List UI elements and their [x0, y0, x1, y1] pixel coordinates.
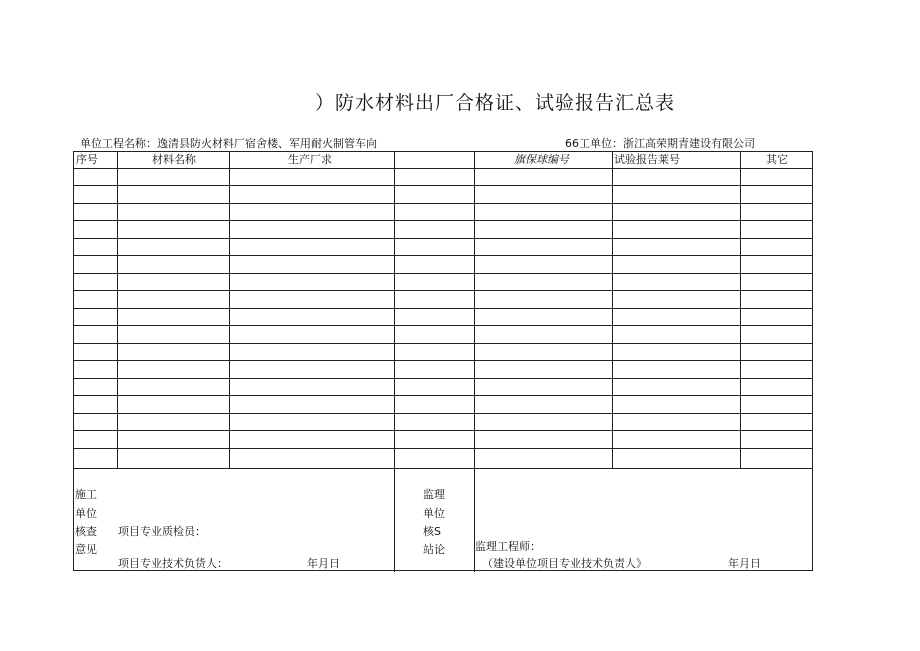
column-divider: [394, 152, 395, 572]
column-divider: [117, 152, 118, 468]
column-divider: [474, 152, 475, 572]
quality-inspector-label: 项目专业质检员：: [118, 525, 206, 538]
row-divider: [74, 168, 812, 169]
header-report-number: 试验报告莱号: [614, 153, 680, 166]
owner-tech-lead-label: （建设单位项目专业技术负责人》: [482, 557, 647, 570]
header-cert-number: 旗保球编号: [514, 153, 569, 166]
supervision-unit-label-2: 单位: [423, 507, 445, 520]
tech-lead-label: 项目专业技术负货人：: [118, 557, 228, 570]
row-divider: [74, 360, 812, 361]
row-divider: [74, 273, 812, 274]
row-divider: [74, 255, 812, 256]
date-right-label: 年月日: [728, 557, 761, 570]
construction-unit-label-3: 核查: [75, 525, 97, 538]
project-name: 单位工程名称：逸清县防火材料厂宿舍楼、军用耐火制管车向: [80, 137, 377, 150]
supervision-unit-label-1: 监理: [423, 488, 445, 501]
row-divider: [74, 203, 812, 204]
document-title: ）防水材料出厂合格证、试验报告汇总表: [314, 92, 675, 114]
header-material-name: 材料名称: [152, 153, 196, 166]
construction-unit-label-1: 施工: [75, 488, 97, 501]
row-divider: [74, 378, 812, 379]
supervising-engineer-label: 监理工程师：: [475, 540, 541, 553]
row-divider: [74, 413, 812, 414]
row-divider: [74, 220, 812, 221]
date-left-label: 年月日: [307, 557, 340, 570]
supervision-unit-label-4: 站论: [423, 543, 445, 556]
row-divider: [74, 238, 812, 239]
row-divider: [74, 430, 812, 431]
header-other: 其它: [766, 153, 788, 166]
row-divider: [74, 308, 812, 309]
header-seq: 序号: [76, 153, 98, 166]
summary-table: [73, 151, 813, 571]
row-divider: [74, 290, 812, 291]
supervision-unit-label-3: 核S: [423, 525, 441, 538]
row-divider: [74, 395, 812, 396]
contractor-name: 66工单位：浙江高荣期青建设有限公司: [565, 137, 755, 150]
footer-divider: [74, 468, 812, 469]
row-divider: [74, 448, 812, 449]
column-divider: [740, 152, 741, 468]
header-manufacturer: 生产厂求: [288, 153, 332, 166]
column-divider: [229, 152, 230, 468]
column-divider: [612, 152, 613, 468]
row-divider: [74, 325, 812, 326]
construction-unit-label-4: 意见: [75, 543, 97, 556]
row-divider: [74, 185, 812, 186]
construction-unit-label-2: 单位: [75, 507, 97, 520]
row-divider: [74, 343, 812, 344]
